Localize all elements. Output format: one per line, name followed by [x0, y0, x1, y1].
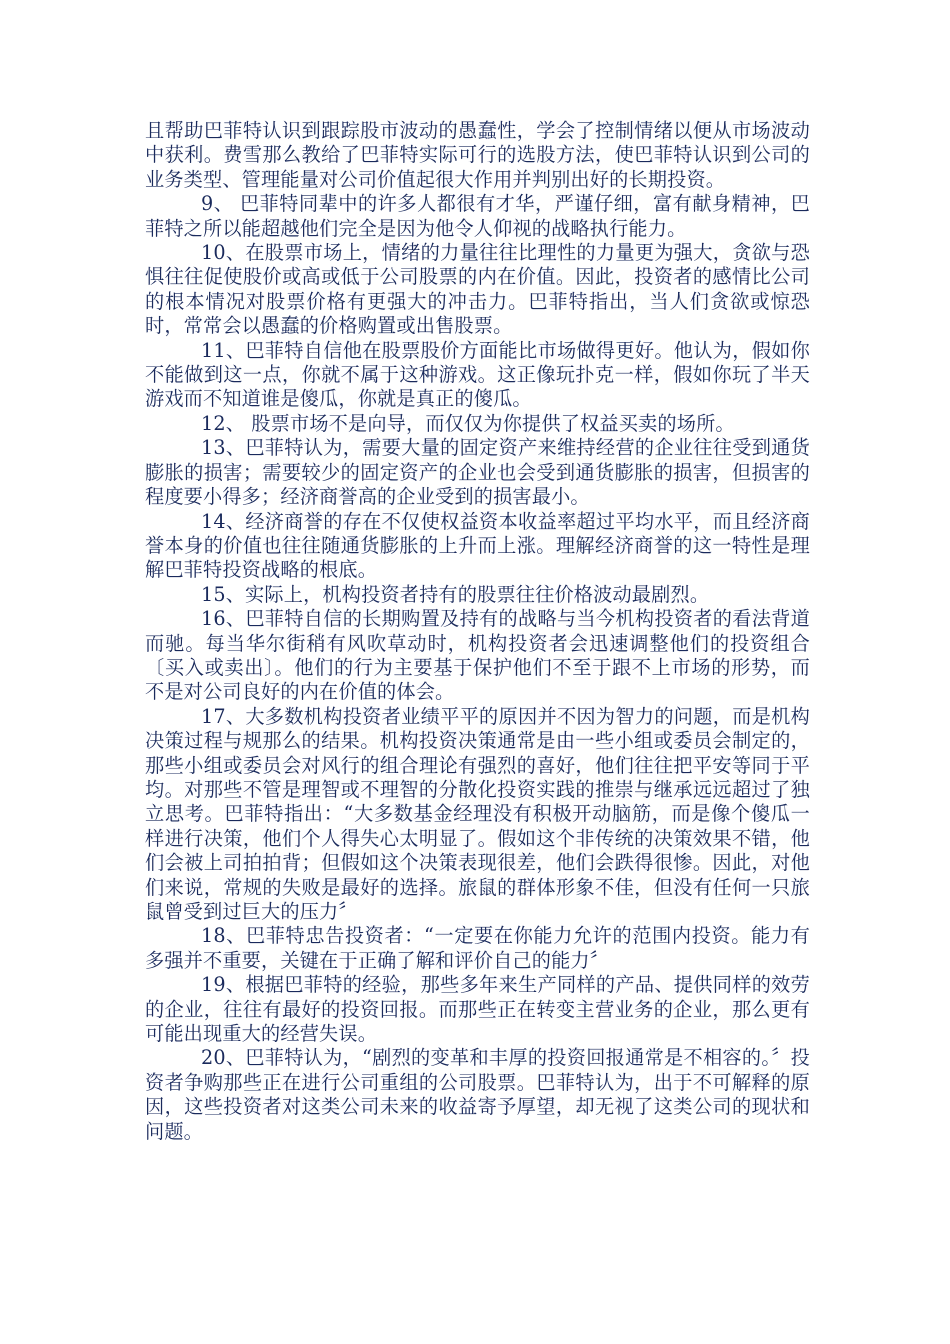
paragraph-17: 17、大多数机构投资者业绩平平的原因并不因为智力的问题，而是机构决策过程与规那么的结果。机构投资决策通常是由一些小组或委员会制定的，那些小组或委员会对风行的组合理论有强烈的喜好，他们往往把平安等同于平均。对那些不管是理智或不理智的分散化投资实践的推崇与继承远远超过了独立思考。巴菲特指出：“大多数基金经理没有积极开动脑筋，而是像个傻瓜一样进行决策，他们个人得失心太明显了。假如这个非传统的决策效果不错，他们会被上司拍拍背；但假如这个决策表现很差，他们会跌得很惨。因此，对他们来说，常规的失败是最好的选择。旅鼠的群体形象不佳，但没有任何一只旅鼠曾受到过巨大的压力〞: [145, 704, 810, 923]
paragraph-18: 18、巴菲特忠告投资者：“一定要在你能力允许的范围内投资。能力有多强并不重要，关键在于正确了解和评价自己的能力〞: [145, 924, 810, 972]
paragraph-9: 9、 巴菲特同辈中的许多人都很有才华，严谨仔细，富有献身精神，巴菲特之所以能超越他们完全是因为他令人仰视的战略执行能力。: [145, 192, 810, 240]
document-body: [145, 119, 810, 1144]
paragraph-16: 16、巴菲特自信的长期购置及持有的战略与当今机构投资者的看法背道而驰。每当华尔街稍有风吹草动时，机构投资者会迅速调整他们的投资组合〔买入或卖出〕。他们的行为主要基于保护他们不至于跟不上市场的形势，而不是对公司良好的内在价值的体会。: [145, 607, 810, 704]
paragraph-continuation: 且帮助巴菲特认识到跟踪股市波动的愚蠢性，学会了控制情绪以便从市场波动中获利。费雪那么教给了巴菲特实际可行的选股方法，使巴菲特认识到公司的业务类型、管理能量对公司价值起很大作用并判别出好的长期投资。: [145, 119, 810, 191]
paragraph-19: 19、根据巴菲特的经验，那些多年来生产同样的产品、提供同样的效劳的企业，往往有最好的投资回报。而那些正在转变主营业务的企业，那么更有可能出现重大的经营失误。: [145, 973, 810, 1046]
paragraph-15: 15、实际上，机构投资者持有的股票往往价格波动最剧烈。: [201, 582, 710, 606]
paragraph-14: 14、经济商誉的存在不仅使权益资本收益率超过平均水平，而且经济商誉本身的价值也往往随通货膨胀的上升而上涨。理解经济商誉的这一特性是理解巴菲特投资战略的根底。: [145, 509, 810, 582]
paragraph-13: 13、巴菲特认为，需要大量的固定资产来维持经营的企业往往受到通货膨胀的损害；需要较少的固定资产的企业也会受到通货膨胀的损害，但损害的程度要小得多；经济商誉高的企业受到的损害最小。: [145, 436, 810, 509]
paragraph-10: 10、在股票市场上，情绪的力量往往比理性的力量更为强大，贪欲与恐惧往往促使股价或高或低于公司股票的内在价值。因此，投资者的感情比公司的根本情况对股票价格有更强大的冲击力。巴菲特指出，当人们贪欲或惊恐时，常常会以愚蠢的价格购置或出售股票。: [145, 241, 810, 338]
paragraph-11: 11、巴菲特自信他在股票股价方面能比市场做得更好。他认为，假如你不能做到这一点，你就不属于这种游戏。这正像玩扑克一样，假如你玩了半天游戏而不知道谁是傻瓜，你就是真正的傻瓜。: [145, 338, 810, 411]
paragraph-12: 12、 股票市场不是向导，而仅仅为你提供了权益买卖的场所。: [201, 411, 735, 435]
paragraph-20: 20、巴菲特认为，“剧烈的变革和丰厚的投资回报通常是不相容的。〞投资者争购那些正在进行公司重组的公司股票。巴菲特认为，出于不可解释的原因，这些投资者对这类公司未来的收益寄予厚望，却无视了这类公司的现状和问题。: [145, 1046, 810, 1143]
